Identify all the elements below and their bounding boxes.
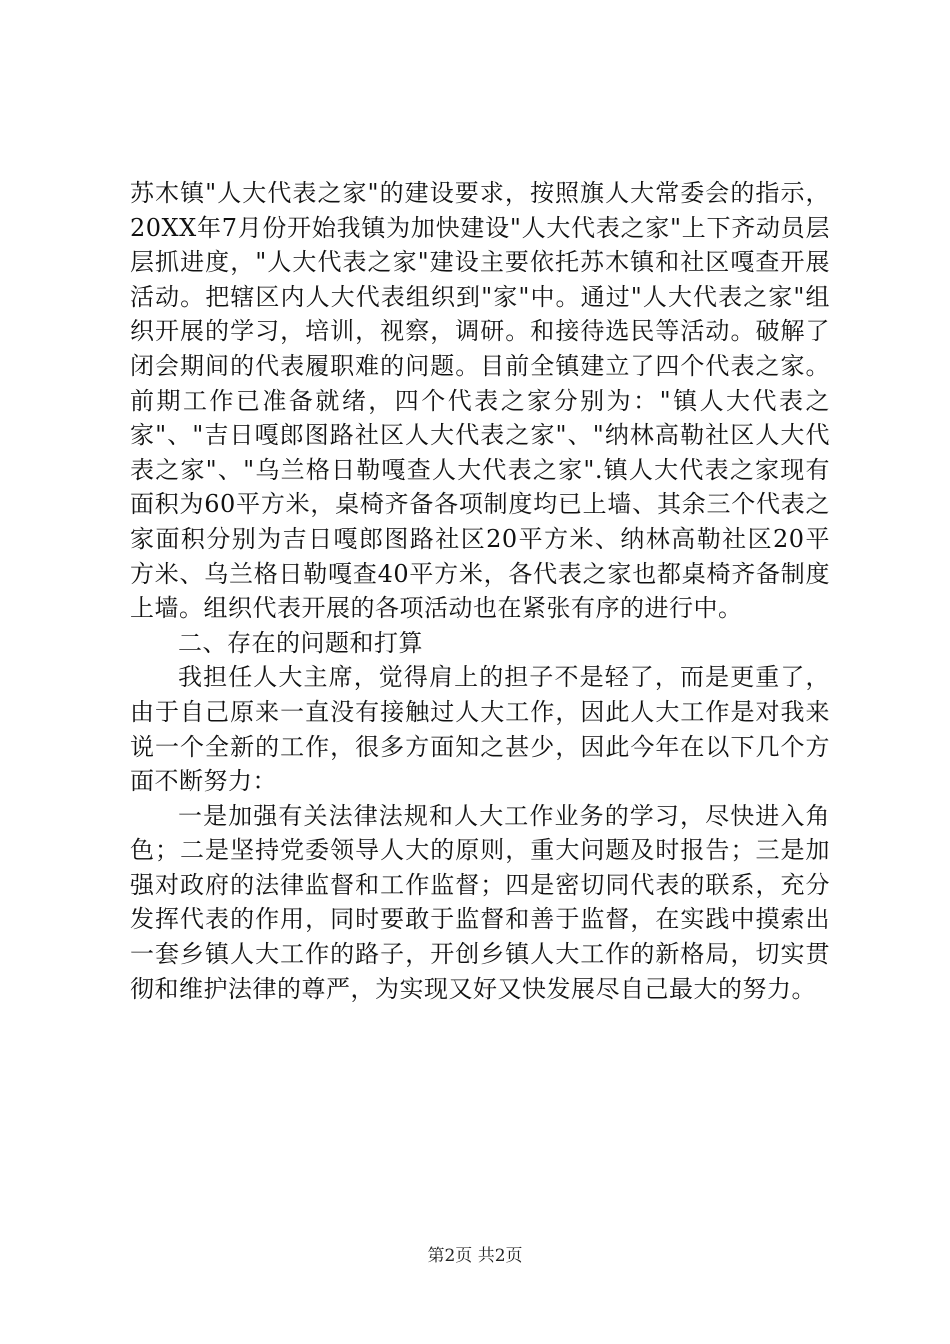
- section-heading-problems-and-plans: 二、存在的问题和打算: [178, 628, 423, 657]
- document-body: [130, 176, 830, 1006]
- paragraph-work-plan: 一是加强有关法律法规和人大工作业务的学习，尽快进入角色；二是坚持党委领导人大的原则，重大问题及时报告；三是加强对政府的法律监督和工作监督；四是密切同代表的联系，充分发挥代表的作用，同时要敢于监督和善于监督，在实践中摸索出一套乡镇人大工作的路子，开创乡镇人大工作的新格局，切实贯彻和维护法律的尊严，为实现又好又快发展尽自己最大的努力。: [130, 801, 830, 1003]
- paragraph-personal-reflection: 我担任人大主席，觉得肩上的担子不是轻了，而是更重了，由于自己原来一直没有接触过人大工作，因此人大工作是对我来说一个全新的工作，很多方面知之甚少，因此今年在以下几个方面不断努力：: [130, 663, 830, 796]
- page-number-footer: 第2页 共2页: [427, 1246, 523, 1266]
- paragraph-representative-homes: 苏木镇"人大代表之家"的建设要求，按照旗人大常委会的指示，20XX年7月份开始我镇为加快建设"人大代表之家"上下齐动员层层抓进度，"人大代表之家"建设主要依托苏木镇和社区嘎查开展活动。把辖区内人大代表组织到"家"中。通过"人大代表之家"组织开展的学习，培训，视察，调研。和接待选民等活动。破解了闭会期间的代表履职难的问题。目前全镇建立了四个代表之家。前期工作已准备就绪，四个代表之家分别为："镇人大代表之家"、"吉日嘎郎图路社区人大代表之家"、"纳林高勒社区人大代表之家"、"乌兰格日勒嘎查人大代表之家".镇人大代表之家现有面积为60平方米，桌椅齐备各项制度均已上墙、其余三个代表之家面积分别为吉日嘎郎图路社区20平方米、纳林高勒社区20平方米、乌兰格日勒嘎查40平方米，各代表之家也都桌椅齐备制度上墙。组织代表开展的各项活动也在紧张有序的进行中。: [130, 179, 830, 623]
